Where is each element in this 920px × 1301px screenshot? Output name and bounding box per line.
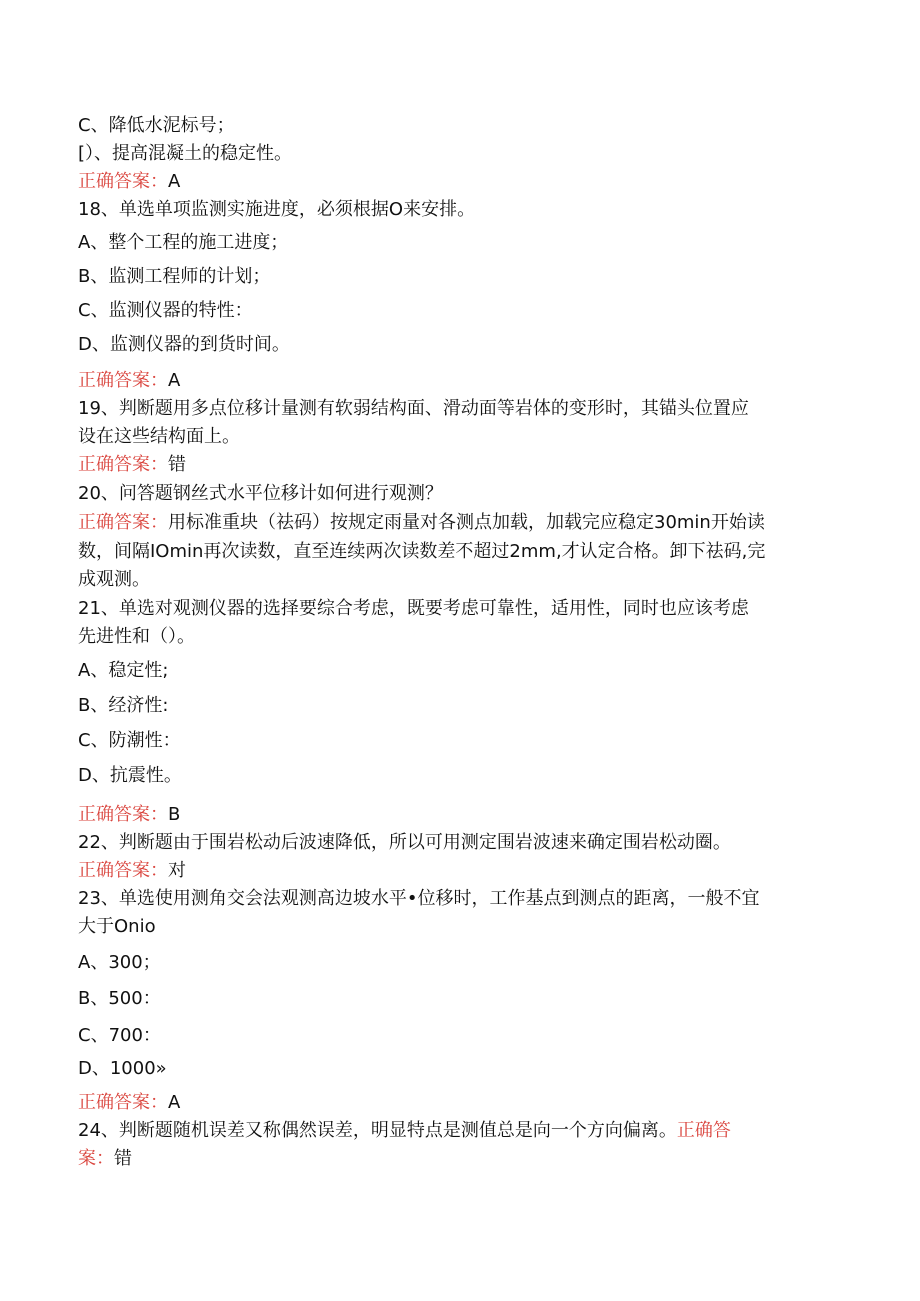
answer-value: 对 [168, 860, 186, 881]
q17-option-d: [）、提高混凝土的稳定性。 [78, 143, 293, 164]
q18-option-b: B、监测工程师的计划； [78, 266, 271, 287]
q23-stem-line-2: 大于Onio [78, 916, 156, 937]
answer-label: 正确答案： [78, 370, 168, 391]
answer-label: 正确答案： [78, 454, 168, 475]
answer-label: 案： [78, 1148, 114, 1169]
q21-answer-line [78, 800, 848, 829]
answer-value: 错 [168, 454, 186, 475]
q23-option-d: D、1000» [78, 1058, 167, 1079]
answer-label: 正确答案： [78, 1092, 168, 1113]
q20-stem: 20、问答题钢丝式水平位移计如何进行观测？ [78, 483, 443, 504]
q17-answer-line [78, 167, 848, 196]
q24-stem: 24、判断题随机误差又称偶然误差，明显特点是测值总是向一个方向偏离。 [78, 1120, 677, 1141]
q24-answer-line [78, 1144, 848, 1173]
q19-stem-line-2: 设在这些结构面上。 [78, 426, 240, 447]
q18-option-d: D、监测仪器的到货时间。 [78, 334, 290, 355]
q24-stem-line [78, 1116, 848, 1145]
answer-text: 用标准重块（祛码）按规定雨量对各测点加载，加载完应稳定30min开始读 [168, 512, 765, 533]
q19-answer-line [78, 450, 848, 479]
q21-stem-line-2: 先进性和（）。 [78, 626, 195, 647]
q21-stem-line-1: 21、单选对观测仪器的选择要综合考虑，既要考虑可靠性，适用性，同时也应该考虑 [78, 598, 749, 619]
answer-label: 正确答案： [78, 512, 168, 533]
q21-option-b: B、经济性: [78, 695, 169, 716]
answer-value: A [168, 370, 181, 391]
q23-option-c: C、700： [78, 1025, 161, 1046]
answer-label: 正确答案： [78, 804, 168, 825]
answer-value: A [168, 171, 181, 192]
q22-answer-line [78, 856, 848, 885]
q23-option-a: A、300； [78, 952, 161, 973]
answer-value: B [168, 804, 181, 825]
answer-label: 正确答案： [78, 860, 168, 881]
q18-answer-line [78, 366, 848, 395]
q18-option-c: C、监测仪器的特性： [78, 300, 253, 321]
q18-option-a: A、整个工程的施工进度； [78, 232, 289, 253]
q23-option-b: B、500： [78, 988, 161, 1009]
q20-answer-line-2: 数，间隔IOmin再次读数，直至连续两次读数差不超过2mm,才认定合格。卸下祛码,完 [78, 541, 766, 562]
answer-label: 正确答案： [78, 171, 168, 192]
q21-option-a: A、稳定性; [78, 660, 169, 681]
q23-stem-line-1: 23、单选使用测角交会法观测高边坡水平•位移时，工作基点到测点的距离，一般不宜 [78, 888, 760, 909]
q21-option-d: D、抗震性。 [78, 765, 182, 786]
q21-option-c: C、防潮性： [78, 730, 181, 751]
q17-option-c: C、降低水泥标号； [78, 115, 235, 136]
answer-label: 正确答 [676, 1120, 731, 1141]
q18-stem: 18、单选单项监测实施进度，必须根据O来安排。 [78, 199, 476, 220]
q22-stem: 22、判断题由于围岩松动后波速降低，所以可用测定围岩波速来确定围岩松动圈。 [78, 832, 731, 853]
q20-answer-line-1 [78, 508, 848, 537]
q19-stem-line-1: 19、判断题用多点位移计量测有软弱结构面、滑动面等岩体的变形时，其锚头位置应 [78, 398, 749, 419]
answer-value: A [168, 1092, 181, 1113]
q23-answer-line [78, 1088, 848, 1117]
q20-answer-line-3: 成观测。 [78, 569, 150, 590]
answer-value: 错 [114, 1148, 132, 1169]
